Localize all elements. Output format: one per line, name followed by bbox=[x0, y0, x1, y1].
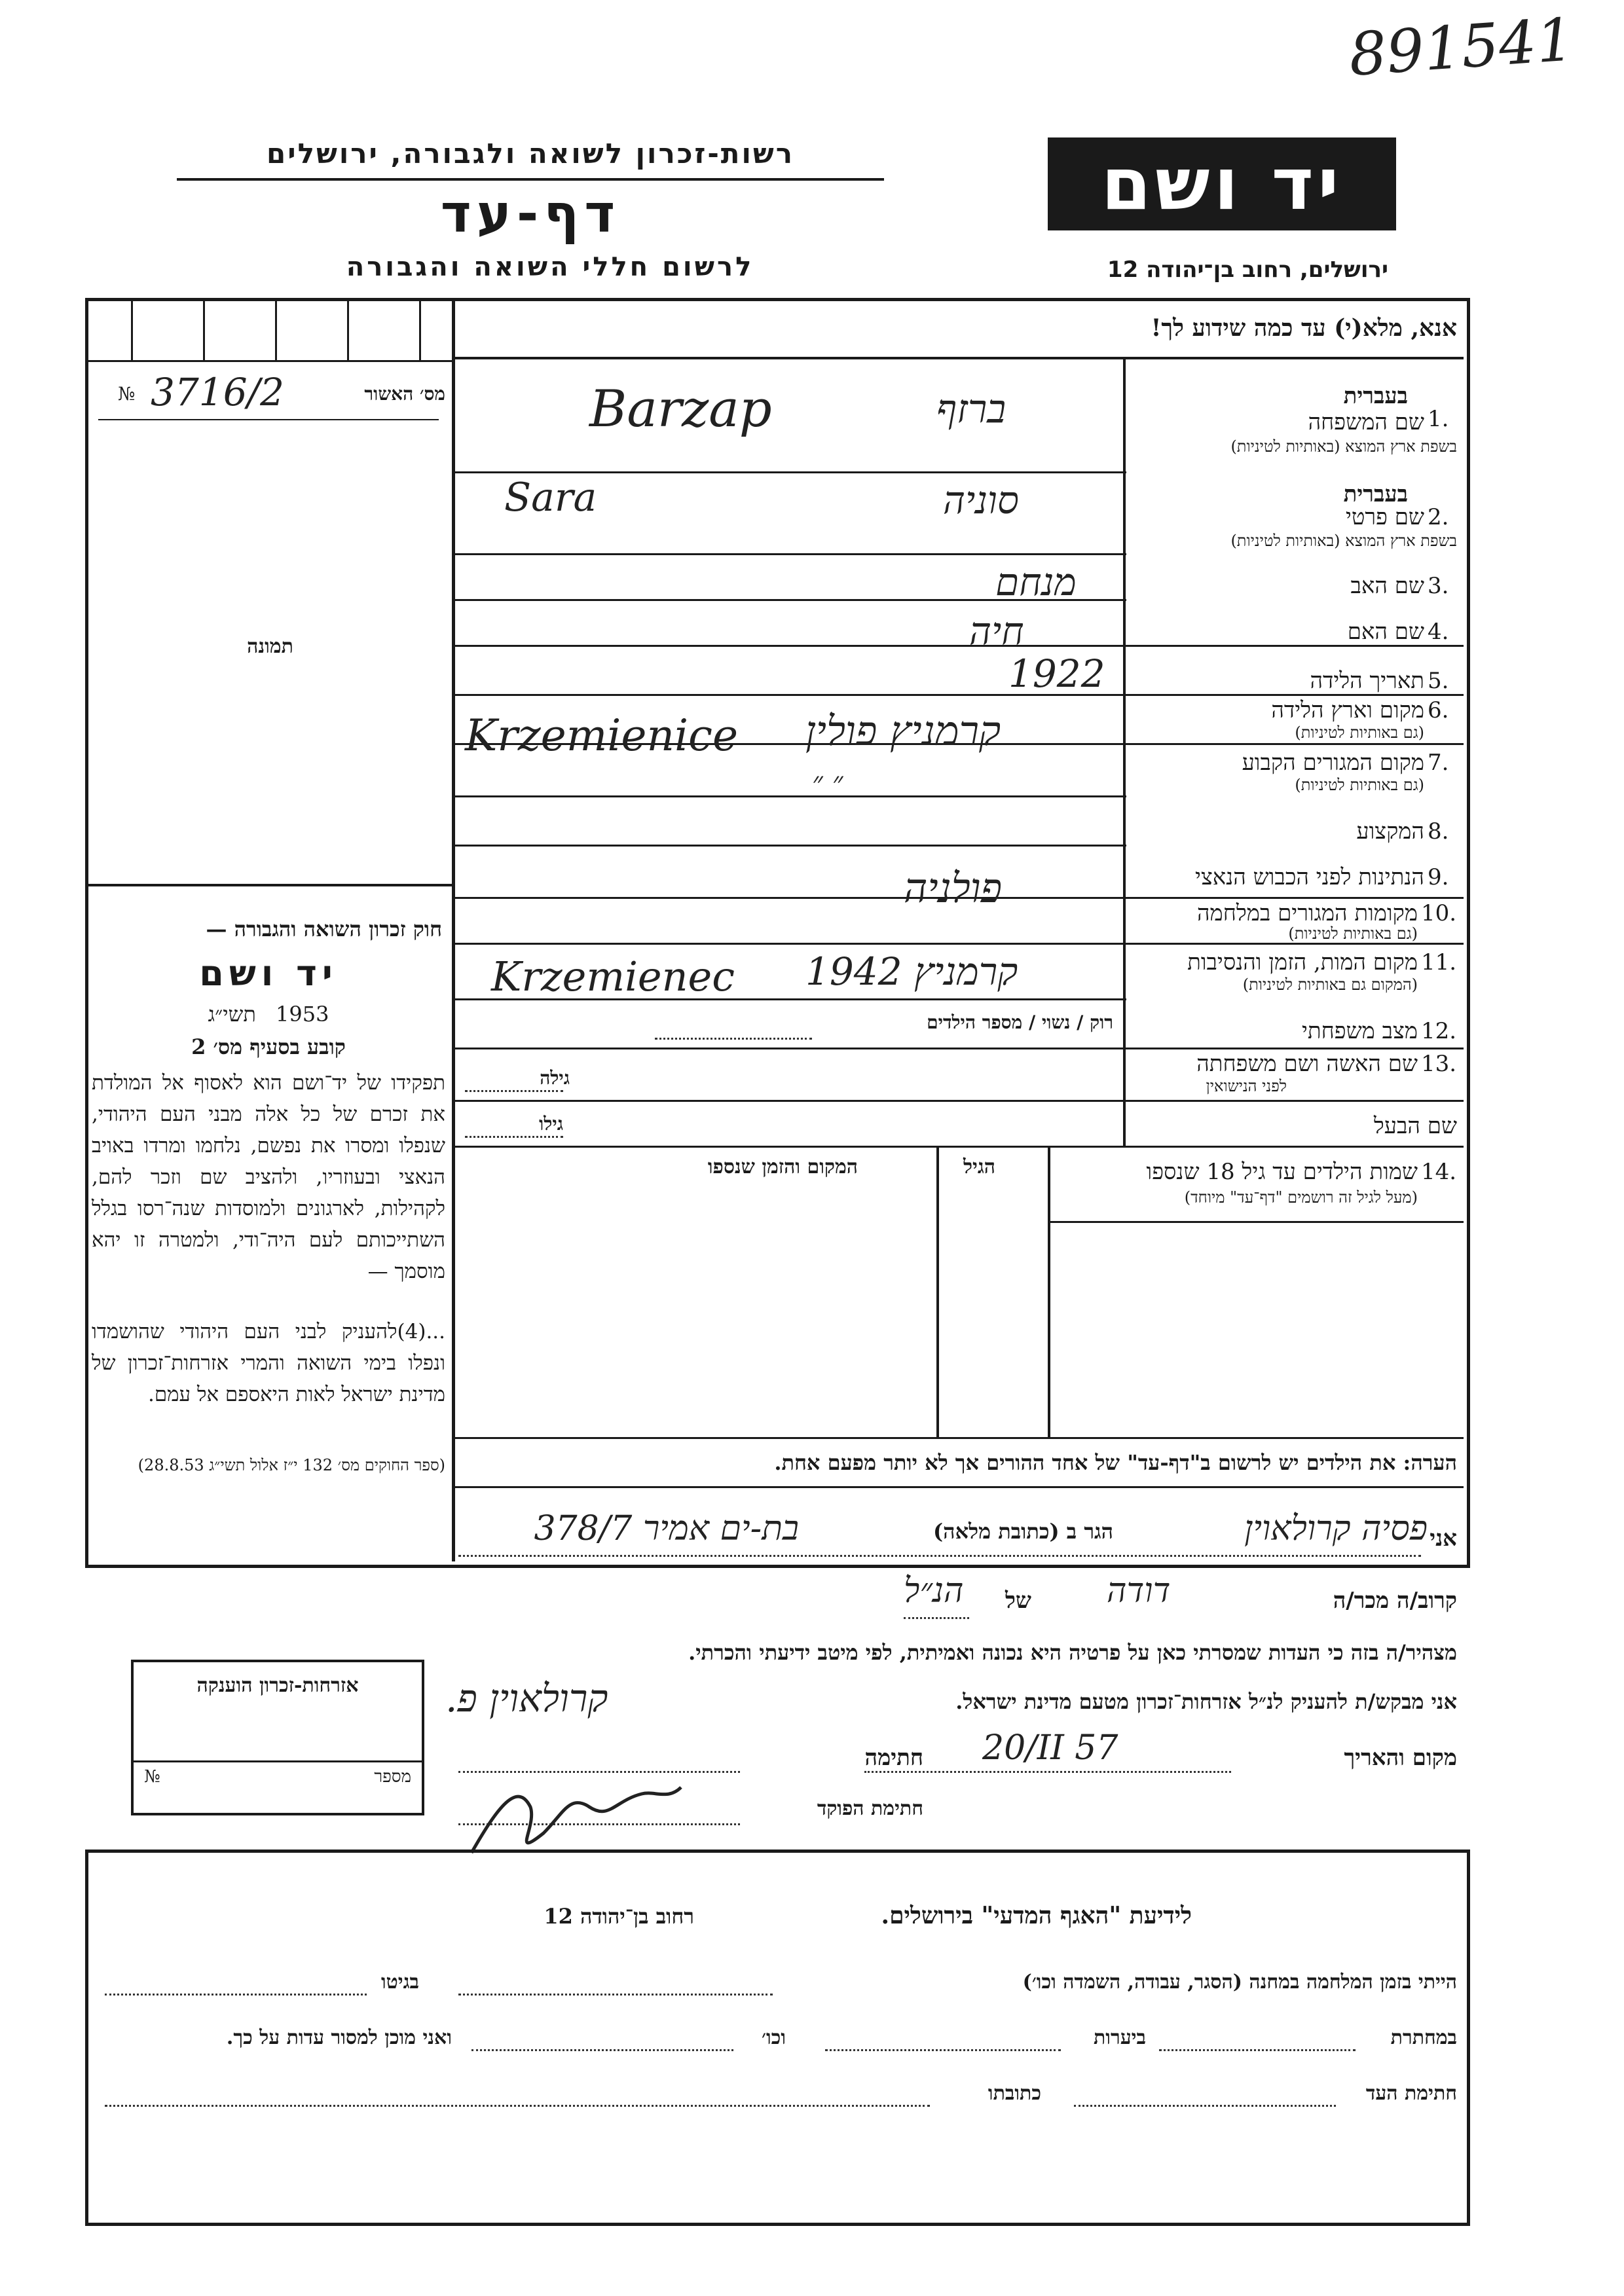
field-10-number: 10. bbox=[1421, 900, 1457, 926]
field-2-number: 2. bbox=[1428, 504, 1449, 530]
field-3-number: 3. bbox=[1428, 573, 1449, 599]
citizenship-title: אזרחות-זכרון הוענקה bbox=[196, 1674, 359, 1697]
law-year-hebrew: תשי״ג bbox=[208, 1002, 256, 1027]
field-9-number: 9. bbox=[1428, 864, 1449, 890]
declaration-of-label: של bbox=[1005, 1588, 1031, 1614]
field-13-number: 13. bbox=[1421, 1051, 1457, 1077]
field-11-label: מקום המות, הזמן והנסיבות bbox=[1187, 949, 1418, 975]
field-10-label: מקומות המגורים במלחמה bbox=[1197, 900, 1418, 926]
field-14-col-age: הגיל bbox=[963, 1156, 995, 1178]
field-6-sub: (גם באותיות לטיניות) bbox=[1295, 723, 1424, 742]
footer-line2-d: ואני מוכן למסור עדות על כך. bbox=[226, 2026, 452, 2049]
field-13-sub: לפני הנישואין bbox=[1206, 1077, 1287, 1095]
approval-value: 3716/2 bbox=[151, 370, 285, 414]
footer-title: לידיעת "האגף המדעי" בירושלים. bbox=[881, 1902, 1192, 1929]
law-section: קובע בסעיף מס׳ 2 bbox=[191, 1034, 346, 1059]
field-2-label: שם פרטי bbox=[1345, 504, 1424, 530]
logo-text: יד ושם bbox=[1101, 142, 1343, 226]
law-text: תפקידו של יד־ושם הוא לאסוף אל המולדת את זכרם של כל אלה מבני העם היהודי, שנפלו ומסרו את נפשם, נלחמו ומרדו באויב הנאצי ובעוזריו, ולהציב שם וזכר להם, לקהילות, לארגונים ולמוסדות שנה־רסו בגלל השתייכותם לעם היה־ודי, ולמטרה זו יהא מוסמך — bbox=[92, 1071, 445, 1283]
field-6-value-hebrew: קרמניץ פולין bbox=[805, 707, 1001, 755]
footer-line2-a: במחתרת bbox=[1390, 2026, 1457, 2049]
law-reference: (ספר החוקים מס׳ 132 י״ז אלול תשי״ג 28.8.53) bbox=[138, 1456, 445, 1474]
law-name: יד ושם bbox=[199, 953, 338, 994]
page-title: דף-עד bbox=[440, 183, 621, 244]
photo-label: תמונה bbox=[247, 635, 293, 658]
citizenship-no-mark: № bbox=[144, 1767, 160, 1787]
field-3-label: שם האב bbox=[1350, 573, 1424, 599]
footer-line2-b: ביערות bbox=[1093, 2026, 1146, 2049]
field-10-sub: (גם באותיות לטיניות) bbox=[1288, 924, 1418, 943]
field-7-number: 7. bbox=[1428, 750, 1449, 776]
citizenship-number-label: מספר bbox=[374, 1767, 411, 1787]
law-title: חוק זכרון השואה והגבורה — bbox=[206, 917, 442, 941]
declaration-living-label: הגר ב (כתובת מלאה) bbox=[933, 1519, 1113, 1544]
field-2-tag: בעברית bbox=[1343, 481, 1408, 507]
field-4-number: 4. bbox=[1428, 619, 1449, 645]
field-4-value: חיה bbox=[969, 609, 1024, 653]
field-14-number: 14. bbox=[1421, 1159, 1457, 1185]
field-11-value-latin: Krzemienec bbox=[491, 953, 735, 1000]
declaration-relative-label: קרוב/ה מכר/ה bbox=[1333, 1588, 1457, 1614]
field-1-value-latin: Barzap bbox=[589, 380, 772, 439]
declaration-signature-label: חתימה bbox=[864, 1745, 923, 1771]
field-1-value-hebrew: ברזף bbox=[936, 386, 1006, 432]
husband-label: שם הבעל bbox=[1373, 1113, 1457, 1139]
field-5-label: תאריך הלידה bbox=[1310, 668, 1424, 694]
field-14-sub: (מעל לגיל זה רושמים "דף־עד" מיוחד) bbox=[1184, 1188, 1418, 1207]
field-13-age-label: גילה bbox=[540, 1067, 570, 1089]
field-3-value: מנחם bbox=[995, 560, 1077, 604]
field-1-tag: בעברית bbox=[1343, 383, 1408, 409]
husband-age-label: גילו bbox=[539, 1113, 563, 1135]
header-address: ירושלים, רחוב בן־יהודה 12 bbox=[1107, 257, 1388, 283]
footer-line1-b: בגיטו bbox=[380, 1971, 419, 1994]
field-12-options: רוק / נשוי / מספר הילדים bbox=[927, 1011, 1113, 1033]
field-12-label: מצב משפחתי bbox=[1302, 1018, 1418, 1044]
field-7-value: ״ ״ bbox=[812, 766, 843, 799]
footer-line3-b: כתובתו bbox=[987, 2082, 1041, 2105]
approval-label: מס׳ האשור bbox=[364, 383, 445, 405]
footer-address: רחוב בן־יהודה 12 bbox=[544, 1904, 694, 1929]
field-7-label: מקום המגורים הקבוע bbox=[1242, 750, 1424, 776]
field-6-label: מקום וארץ הלידה bbox=[1271, 697, 1424, 723]
page-subtitle: לרשום חללי השואה והגבורה bbox=[346, 252, 754, 282]
field-1-sub: בשפת ארץ המוצא (באותיות לטיניות) bbox=[1230, 437, 1457, 456]
law-text-2: ...(4)להעניק לבני העם היהודי שהושמדו ונפלו בימי השואה והמרי אזרחות־זכרון של מדינת ישראל לאות היאספם אל עמם. bbox=[92, 1320, 445, 1406]
footer-line2-c: וכו׳ bbox=[762, 2026, 786, 2049]
instruction-text: אנא, מלא(י) עד כמה שידוע לך! bbox=[1151, 314, 1457, 342]
field-7-sub: (גם באותיות לטיניות) bbox=[1295, 776, 1424, 794]
field-5-number: 5. bbox=[1428, 668, 1449, 694]
field-9-value: פולניה bbox=[904, 864, 1003, 912]
field-2-value-latin: Sara bbox=[504, 475, 597, 520]
field-8-number: 8. bbox=[1428, 818, 1449, 845]
field-1-number: 1. bbox=[1428, 406, 1449, 432]
field-1-label: שם המשפחה bbox=[1308, 409, 1424, 435]
field-14-label: שמות הילדים עד גיל 18 שנספו bbox=[1146, 1159, 1418, 1185]
field-4-label: שם האם bbox=[1347, 619, 1424, 645]
declaration-request: אני מבקש/ת להעניק לנ״ל אזרחות־זכרון מטעם מדינת ישראל. bbox=[955, 1689, 1457, 1714]
footer-line3-a: חתימת העד bbox=[1365, 2082, 1457, 2105]
field-14-col-place: המקום והזמן שנספו bbox=[707, 1156, 858, 1178]
declaration-place-date-value: 20/II 57 bbox=[982, 1728, 1118, 1768]
note-text: הערה: את הילדים יש לרשום ב"דף-עד" של אחד ההורים אך לא יותר מפעם אחת. bbox=[774, 1450, 1457, 1475]
law-year: 1953 bbox=[276, 1002, 329, 1027]
authority-name: רשות-זכרון לשואה ולגבורה, ירושלים bbox=[266, 137, 795, 170]
field-13-label: שם האשה ושם משפחתה bbox=[1196, 1051, 1418, 1077]
declaration-place-date-label: מקום והאריך bbox=[1344, 1745, 1457, 1771]
declaration-i-label: אני bbox=[1430, 1525, 1457, 1552]
field-6-number: 6. bbox=[1428, 697, 1449, 723]
footer-line1-a: הייתי בזמן המלחמה במחנה (הסגר, עבודה, השמדה וכו׳) bbox=[1022, 1971, 1457, 1994]
field-11-number: 11. bbox=[1421, 949, 1457, 975]
declaration-name-value: פסיה קרולאוין bbox=[1244, 1509, 1428, 1548]
citizenship-box bbox=[131, 1660, 424, 1815]
field-5-value: 1922 bbox=[1008, 651, 1105, 696]
archive-number: 891541 bbox=[1346, 5, 1576, 90]
field-9-label: הנתינות לפני הכבוש הנאצי bbox=[1195, 864, 1424, 890]
field-11-value-hebrew: קרמניץ 1942 bbox=[805, 949, 1018, 994]
field-12-number: 12. bbox=[1421, 1018, 1457, 1044]
declaration-of-value: הנ״ל bbox=[904, 1571, 964, 1611]
yad-vashem-logo bbox=[1048, 137, 1396, 230]
declaration-officer-label: חתימת הפוקד bbox=[817, 1797, 923, 1820]
approval-no-mark: № bbox=[118, 383, 136, 405]
law-year-row bbox=[95, 1002, 442, 1027]
declaration-relation-value: דודה bbox=[1107, 1571, 1171, 1611]
field-11-sub: (המקום גם באותיות לטיניות) bbox=[1242, 975, 1418, 994]
approval-number-row bbox=[98, 370, 445, 416]
field-2-sub: בשפת ארץ המוצא (באותיות לטיניות) bbox=[1230, 532, 1457, 550]
field-6-value-latin: Krzemienice bbox=[465, 710, 739, 761]
field-8-label: המקצוע bbox=[1356, 818, 1424, 845]
field-2-value-hebrew: סוניה bbox=[943, 478, 1019, 522]
declaration-address-value: בת-ים אמיר 378/7 bbox=[534, 1509, 799, 1548]
declaration-declares: מצהיר/ה בזה כי העדות שמסרתי כאן על פרטיה היא נכונה ואמיתית, לפי מיטב ידיעתי והכרתי. bbox=[688, 1640, 1457, 1665]
declaration-signature-value: קרולאוין פ. bbox=[445, 1676, 608, 1721]
